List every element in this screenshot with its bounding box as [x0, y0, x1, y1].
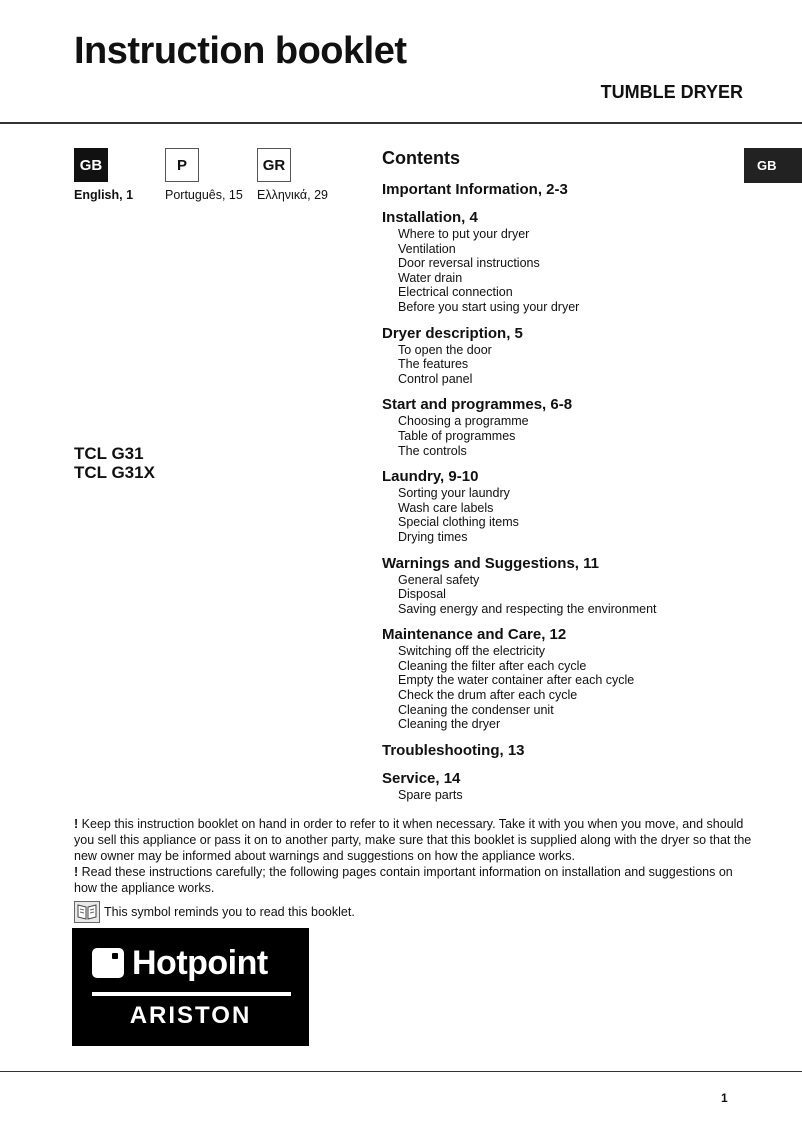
- note-1-text: Keep this instruction booklet on hand in order to refer to it when necessary. Take it with you when you move, and should you sell this appliance or pass it on to another party, make sure that this booklet is supplied along with the dryer so that the new owner may be informed about warnings and suggestions on how the appliance works.: [74, 817, 752, 863]
- contents-subitem[interactable]: Electrical connection: [398, 285, 513, 300]
- language-label-gb: English, 1: [74, 188, 134, 202]
- language-label-gr: Ελληνικά, 29: [257, 188, 328, 202]
- contents-section-title[interactable]: Installation, 4: [382, 209, 478, 226]
- contents-section-title[interactable]: Service, 14: [382, 769, 461, 787]
- contents-section: [382, 181, 742, 199]
- contents-subitem[interactable]: Saving energy and respecting the environment: [398, 601, 657, 616]
- model-numbers: [74, 444, 155, 482]
- contents-subitem[interactable]: Sorting your laundry: [398, 486, 510, 501]
- language-code-gb[interactable]: GB: [74, 148, 108, 182]
- contents-section: [382, 555, 742, 617]
- contents-subitem[interactable]: Door reversal instructions: [398, 256, 540, 271]
- book-icon: [74, 901, 100, 923]
- logo-hotpoint: Hotpoint: [132, 944, 268, 982]
- contents-subitem[interactable]: Before you start using your dryer: [398, 299, 580, 314]
- contents-subitem[interactable]: Empty the water container after each cycle: [398, 673, 635, 688]
- contents-section: [382, 325, 742, 387]
- contents-subitem[interactable]: Table of programmes: [398, 428, 516, 443]
- table-of-contents: [382, 148, 742, 812]
- language-p[interactable]: [165, 148, 243, 202]
- language-gb[interactable]: [74, 148, 133, 202]
- contents-subitem[interactable]: Switching off the electricity: [398, 644, 546, 659]
- contents-sections: [382, 181, 742, 802]
- contents-section-title[interactable]: Troubleshooting, 13: [382, 741, 525, 759]
- warning-mark: !: [74, 865, 79, 879]
- contents-subitem[interactable]: Ventilation: [398, 241, 456, 256]
- page-number: 1: [721, 1091, 728, 1105]
- contents-subitem[interactable]: Cleaning the dryer: [398, 717, 501, 732]
- contents-subitem[interactable]: The features: [398, 357, 469, 372]
- model-number: TCL G31: [74, 444, 144, 463]
- contents-section: [382, 770, 742, 803]
- top-divider: [0, 122, 802, 124]
- language-side-tab: GB: [744, 148, 802, 183]
- contents-subitem[interactable]: Cleaning the condenser unit: [398, 702, 554, 717]
- symbol-note: [74, 901, 355, 923]
- contents-section: [382, 468, 742, 544]
- contents-section-title[interactable]: Warnings and Suggestions, 11: [382, 554, 599, 572]
- contents-subitem[interactable]: Disposal: [398, 587, 446, 602]
- model-number: TCL G31X: [74, 463, 155, 482]
- language-code-gr[interactable]: GR: [257, 148, 291, 182]
- language-code-p[interactable]: P: [165, 148, 199, 182]
- contents-subitem[interactable]: Water drain: [398, 270, 463, 285]
- contents-subitem[interactable]: Cleaning the filter after each cycle: [398, 658, 587, 673]
- note-2: [74, 864, 754, 896]
- contents-subitem[interactable]: To open the door: [398, 342, 492, 357]
- contents-subitem[interactable]: Check the drum after each cycle: [398, 688, 578, 703]
- contents-subitem[interactable]: Special clothing items: [398, 515, 519, 530]
- notes: [74, 816, 754, 896]
- contents-section-title[interactable]: Start and programmes, 6-8: [382, 396, 573, 414]
- logo-ariston: ARISTON: [129, 1002, 252, 1029]
- contents-subitem[interactable]: General safety: [398, 572, 480, 587]
- note-2-text: Read these instructions carefully; the following pages contain important information on installation and suggestions on how the appliance works.: [74, 865, 733, 895]
- contents-section-title[interactable]: Important Information, 2-3: [382, 181, 568, 198]
- hotpoint-mark-icon: [92, 948, 124, 978]
- language-gr[interactable]: [257, 148, 328, 202]
- contents-section: [382, 396, 742, 458]
- contents-section: [382, 742, 742, 760]
- language-label-p: Português, 15: [165, 188, 243, 202]
- warning-mark: !: [74, 817, 79, 831]
- contents-section-title[interactable]: Maintenance and Care, 12: [382, 626, 567, 644]
- contents-section: [382, 209, 742, 315]
- contents-subitem[interactable]: Wash care labels: [398, 500, 494, 515]
- product-type: TUMBLE DRYER: [600, 82, 743, 102]
- contents-subitem[interactable]: Drying times: [398, 529, 468, 544]
- contents-subitem[interactable]: The controls: [398, 443, 467, 458]
- page-title: Instruction booklet: [74, 30, 407, 72]
- contents-heading: Contents: [382, 148, 460, 168]
- bottom-divider: [0, 1071, 802, 1072]
- note-1: [74, 816, 754, 864]
- contents-subitem[interactable]: Control panel: [398, 371, 473, 386]
- contents-subitem[interactable]: Choosing a programme: [398, 414, 529, 429]
- logo-bar: [92, 992, 291, 996]
- contents-section-title[interactable]: Laundry, 9-10: [382, 468, 479, 486]
- brand-logo: [72, 928, 309, 1046]
- contents-subitem[interactable]: Spare parts: [398, 787, 463, 802]
- symbol-note-text: This symbol reminds you to read this booklet.: [104, 905, 355, 919]
- contents-subitem[interactable]: Where to put your dryer: [398, 227, 530, 241]
- contents-section-title[interactable]: Dryer description, 5: [382, 324, 523, 342]
- contents-section: [382, 626, 742, 732]
